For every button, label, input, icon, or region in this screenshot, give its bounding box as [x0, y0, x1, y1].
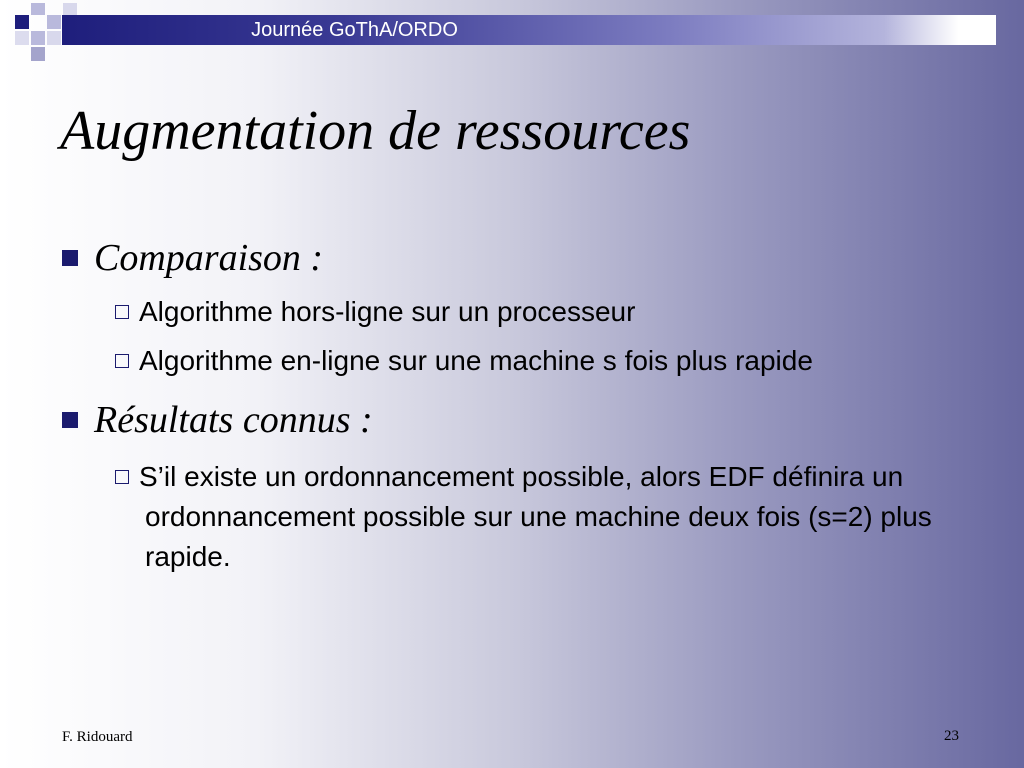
sub-bullet — [115, 457, 995, 577]
hollow-square-bullet-icon — [115, 305, 129, 319]
decorative-square — [31, 3, 45, 15]
sub-bullet-text: Algorithme en-ligne sur une machine s fois plus rapide — [139, 345, 813, 376]
header-title: Journée GoThA/ORDO — [251, 19, 458, 41]
footer-author: F. Ridouard — [62, 729, 133, 745]
decorative-square — [47, 15, 61, 29]
bullet-label: Résultats connus : — [94, 399, 373, 441]
hollow-square-bullet-icon — [115, 354, 129, 368]
sub-bullet — [115, 292, 995, 332]
decorative-square — [15, 31, 29, 45]
page-number: 23 — [944, 728, 959, 744]
square-bullet-icon — [62, 250, 78, 266]
decorative-square — [63, 3, 77, 15]
sub-bullet-text: S’il existe un ordonnancement possible, alors EDF définira un ordonnancement possible sur une machine deux fois (s=2) plus rapide. — [139, 461, 932, 572]
bullet-resultats — [62, 397, 373, 443]
slide-title: Augmentation de ressources — [60, 100, 691, 162]
bullet-comparaison — [62, 235, 323, 281]
decorative-square — [31, 31, 45, 45]
decorative-square — [47, 31, 61, 45]
decorative-square — [31, 47, 45, 61]
sub-bullet-text: Algorithme hors-ligne sur un processeur — [139, 296, 636, 327]
bullet-label: Comparaison : — [94, 237, 324, 279]
sub-bullet — [115, 341, 995, 381]
hollow-square-bullet-icon — [115, 470, 129, 484]
square-bullet-icon — [62, 412, 78, 428]
decorative-square — [15, 15, 29, 29]
